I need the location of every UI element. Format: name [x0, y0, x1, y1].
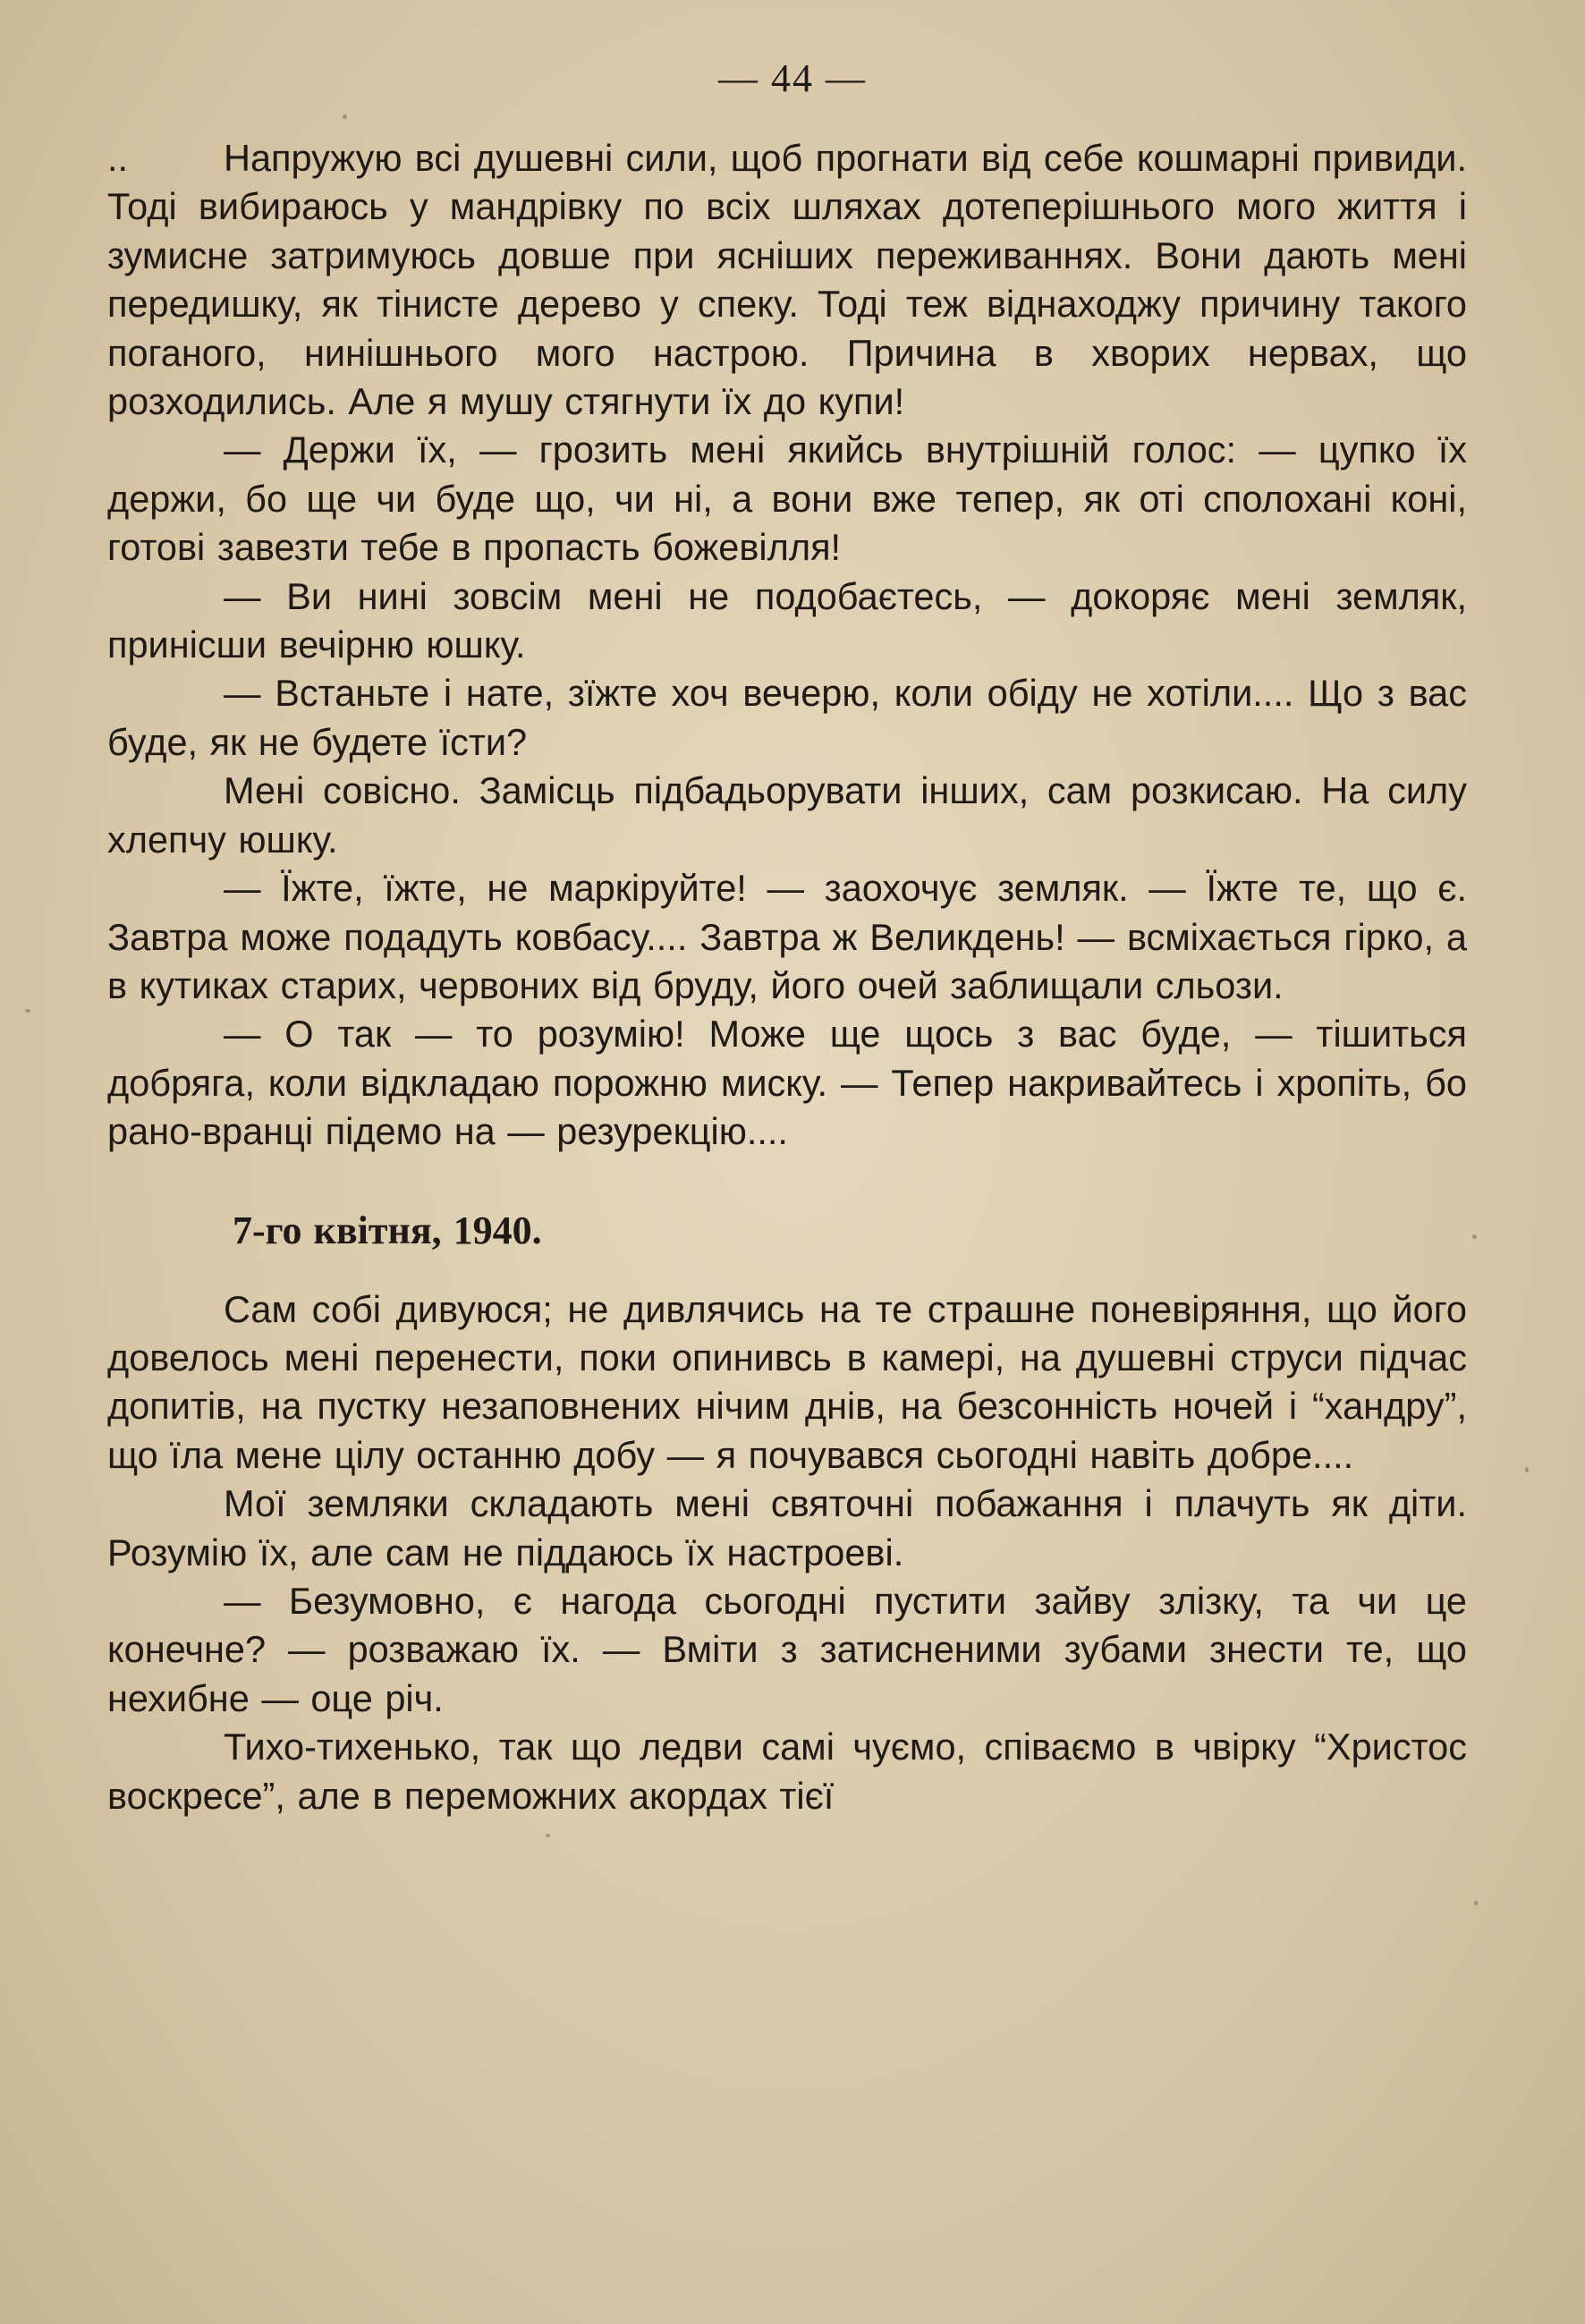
- paragraph: Сам собі дивуюся; не дивлячись на те страшне поневіряння, що його довелось мені перенести, поки опинивсь в камері, на душевні струси підчас допитів, на пустку незаповнених нічим днів, на безсонність ночей і “хандру”, що їла мене цілу останню добу — я почувався сьогодні навіть добре....: [107, 1287, 1467, 1476]
- paragraph-lead: ..: [107, 137, 129, 179]
- page-body: [107, 134, 1467, 1820]
- section-heading: 7-го квітня, 1940.: [233, 1208, 542, 1252]
- paper-speck: [1472, 1234, 1477, 1239]
- paper-speck: [1474, 1901, 1478, 1905]
- paper-speck: [343, 115, 347, 119]
- paragraph: — О так — то розумію! Може ще щось з вас буде, — тішиться добряга, коли відкладаю порожню миску. — Тепер накривайтесь і хропіть, бо рано-вранці підемо на — резурекцію....: [107, 1013, 1467, 1153]
- paragraph-text: Напружую всі душевні сили, щоб прогнати від себе кошмарні привиди. Тоді вибираюсь у мандрівку по всіх шляхах дотеперішнього мого життя і зумисне затримуюсь довше при ясніших переживаннях. Вони дають мені передишку, як тінисте дерево у спеку. Тоді теж віднаходжу причину такого поганого, нинішнього мого настрою. Причина в хворих нервах, що розходились. Але я мушу стягнути їх до купи!: [107, 137, 1467, 423]
- page-number: — 44 —: [718, 56, 867, 100]
- paragraph: Тихо-тихенько, так що ледви самі чуємо, співаємо в чвірку “Христос воскресе”, але в переможних акордах тієї: [107, 1726, 1467, 1817]
- paragraph: — Їжте, їжте, не маркіруйте! — заохочує земляк. — Їжте те, що є. Завтра може подадуть ковбасу.... Завтра ж Великдень! — всміхається гірко, а в кутиках старих, червоних від бруду, його очей заблищали сльози.: [107, 867, 1467, 1006]
- paragraph: — Безумовно, є нагода сьогодні пустити зайву злізку, та чи це конечне? — розважаю їх. — Вміти з затисненими зубами знести те, що нехибне — оце річ.: [107, 1579, 1467, 1719]
- paragraph: — Встаньте і нате, зїжте хоч вечерю, коли обіду не хотіли.... Що з вас буде, як не будете їсти?: [107, 672, 1467, 763]
- paper-speck: [546, 1834, 550, 1837]
- paragraph: Мені совісно. Замісць підбадьорувати інших, сам розкисаю. На силу хлепчу юшку.: [107, 769, 1467, 861]
- paper-speck: [25, 1009, 30, 1013]
- paper-speck: [1525, 1467, 1529, 1472]
- paragraph: Мої земляки складають мені святочні побажання і плачуть як діти. Розумію їх, але сам не піддаюсь їх настроеві.: [107, 1482, 1467, 1573]
- paragraph: — Ви нині зовсім мені не подобаєтесь, — докоряє мені земляк, принісши вечірню юшку.: [107, 574, 1467, 666]
- paragraph: — Держи їх, — грозить мені якийсь внутрішній голос: — цупко їх держи, бо ще чи буде що, чи ні, а вони вже тепер, як оті сполохані коні, готові завезти тебе в пропасть божевілля!: [107, 428, 1467, 569]
- paragraph: [107, 134, 1467, 426]
